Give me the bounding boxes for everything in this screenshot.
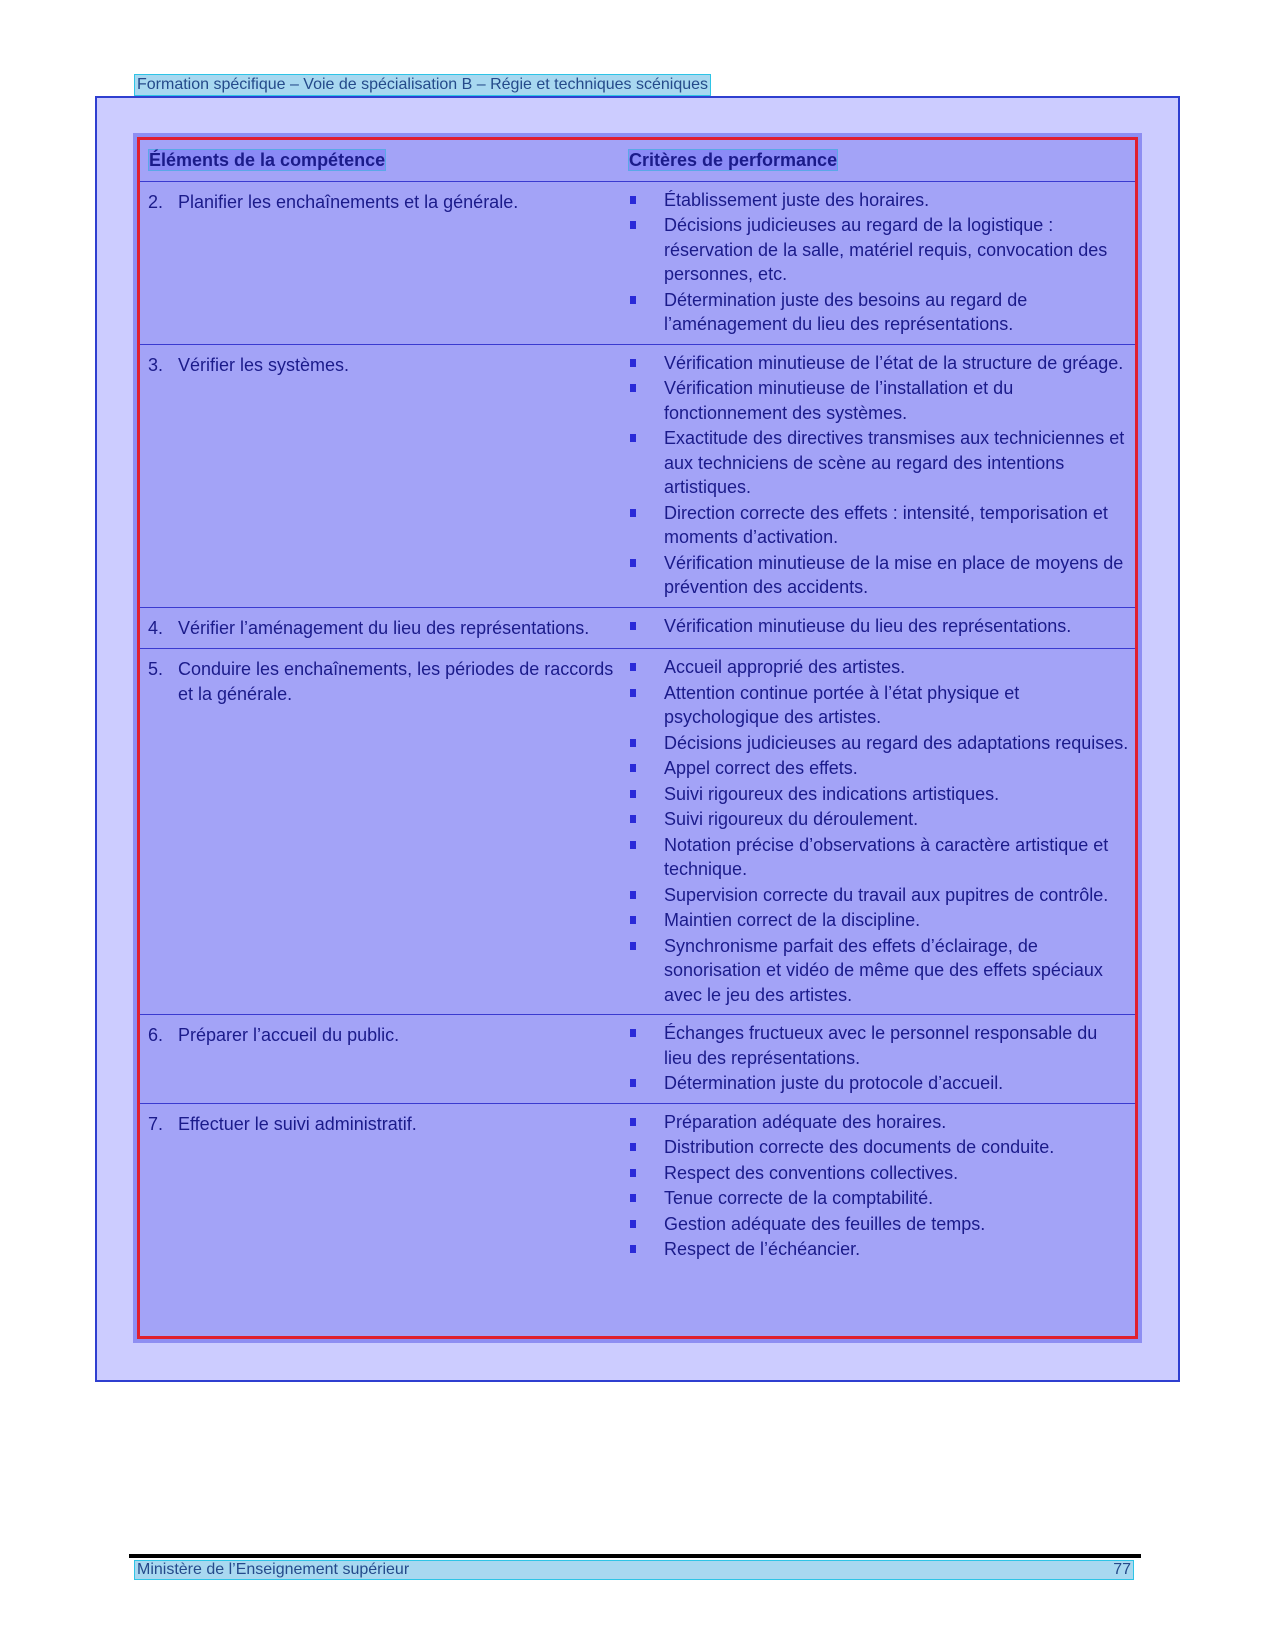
criteria-cell xyxy=(628,1015,1135,1104)
criteria-list xyxy=(628,1110,1129,1262)
element-number: 7. xyxy=(148,1113,164,1134)
running-header: Formation spécifique – Voie de spécialisation B – Régie et techniques scéniques xyxy=(134,74,711,96)
bullet-icon xyxy=(628,188,664,213)
bullet-icon xyxy=(628,1071,664,1096)
criteria-cell xyxy=(628,181,1135,344)
bullet-icon xyxy=(628,551,664,600)
element-cell xyxy=(140,1015,628,1104)
list-item xyxy=(628,188,1129,213)
element-number: 6. xyxy=(148,1025,164,1045)
bullet-icon xyxy=(628,1186,664,1211)
list-item xyxy=(628,731,1129,756)
list-item xyxy=(628,1135,1129,1160)
criterion-text: Distribution correcte des documents de conduite. xyxy=(664,1137,1055,1157)
element-cell xyxy=(140,649,628,1015)
criterion-text: Synchronisme parfait des effets d’éclairage, de sonorisation et vidéo de même que des effets spéciaux avec le jeu des artistes. xyxy=(664,935,1103,1005)
bullet-icon xyxy=(628,833,664,882)
footer-rule xyxy=(129,1554,1141,1558)
bullet-icon xyxy=(628,1135,664,1160)
criterion-text: Préparation adéquate des horaires. xyxy=(664,1111,947,1132)
list-item xyxy=(628,376,1129,425)
bullet-icon xyxy=(628,213,664,287)
list-item xyxy=(628,1237,1129,1262)
table-row xyxy=(140,344,1135,607)
criteria-list xyxy=(628,614,1129,639)
list-item xyxy=(628,614,1129,639)
criterion-text: Maintien correct de la discipline. xyxy=(664,910,921,930)
list-item xyxy=(628,213,1129,287)
criterion-text: Vérification minutieuse de l’installation et du fonctionnement des systèmes. xyxy=(664,378,1014,423)
element-text: Vérifier les systèmes. xyxy=(178,354,350,375)
criterion-text: Supervision correcte du travail aux pupitres de contrôle. xyxy=(664,884,1109,905)
criterion-text: Respect des conventions collectives. xyxy=(664,1162,959,1183)
criterion-text: Tenue correcte de la comptabilité. xyxy=(664,1188,934,1208)
col-header-elements xyxy=(140,140,628,181)
list-item xyxy=(628,426,1129,500)
list-item xyxy=(628,934,1129,1008)
criterion-text: Accueil approprié des artistes. xyxy=(664,657,906,677)
col-header-elements-label: Éléments de la compétence xyxy=(149,150,386,170)
list-item xyxy=(628,833,1129,882)
list-item xyxy=(628,351,1129,376)
bullet-icon xyxy=(628,934,664,1008)
bullet-icon xyxy=(628,731,664,756)
criteria-cell xyxy=(628,607,1135,649)
list-item xyxy=(628,1021,1129,1070)
table-row xyxy=(140,1103,1135,1269)
bullet-icon xyxy=(628,756,664,781)
bullet-icon xyxy=(628,501,664,550)
criterion-text: Détermination juste du protocole d’accueil. xyxy=(664,1073,1004,1093)
bullet-icon xyxy=(628,351,664,376)
competence-table xyxy=(140,140,1135,1269)
criteria-list xyxy=(628,188,1129,337)
criterion-text: Appel correct des effets. xyxy=(664,758,858,778)
list-item xyxy=(628,756,1129,781)
element-number: 3. xyxy=(148,354,164,375)
col-header-criteria xyxy=(628,140,1135,181)
element-cell xyxy=(140,181,628,344)
list-item xyxy=(628,908,1129,933)
list-item xyxy=(628,1110,1129,1135)
criterion-text: Respect de l’échéancier. xyxy=(664,1239,861,1259)
footer-ministry: Ministère de l’Enseignement supérieur xyxy=(137,1561,410,1578)
criteria-cell xyxy=(628,649,1135,1015)
list-item xyxy=(628,501,1129,550)
element-text: Planifier les enchaînements et la générale. xyxy=(178,191,519,212)
competence-table-border xyxy=(137,137,1138,1339)
criterion-text: Suivi rigoureux des indications artistiques. xyxy=(664,783,1000,804)
element-text: Vérifier l’aménagement du lieu des représentations. xyxy=(178,617,590,638)
bullet-icon xyxy=(628,376,664,425)
criterion-text: Décisions judicieuses au regard des adaptations requises. xyxy=(664,732,1129,753)
competence-table-frame xyxy=(133,133,1142,1343)
bullet-icon xyxy=(628,883,664,908)
bullet-icon xyxy=(628,681,664,730)
bullet-icon xyxy=(628,1237,664,1262)
list-item xyxy=(628,1186,1129,1211)
criteria-list xyxy=(628,1021,1129,1096)
col-header-criteria-label: Critères de performance xyxy=(629,150,838,170)
table-body xyxy=(140,181,1135,1269)
criteria-list xyxy=(628,351,1129,600)
bullet-icon xyxy=(628,1212,664,1237)
page-number: 77 xyxy=(1113,1561,1131,1578)
list-item xyxy=(628,288,1129,337)
element-cell xyxy=(140,1103,628,1269)
criteria-cell xyxy=(628,344,1135,607)
bullet-icon xyxy=(628,655,664,680)
element-number: 2. xyxy=(148,191,164,212)
bullet-icon xyxy=(628,614,664,639)
element-cell xyxy=(140,344,628,607)
list-item xyxy=(628,883,1129,908)
table-row xyxy=(140,649,1135,1015)
element-text: Préparer l’accueil du public. xyxy=(178,1025,400,1045)
criterion-text: Exactitude des directives transmises aux techniciennes et aux techniciens de scène au regard des intentions artistiques. xyxy=(664,428,1125,497)
bullet-icon xyxy=(628,1161,664,1186)
bullet-icon xyxy=(628,288,664,337)
list-item xyxy=(628,551,1129,600)
footer xyxy=(134,1560,1134,1580)
bullet-icon xyxy=(628,1021,664,1070)
element-number: 5. xyxy=(148,659,164,679)
element-cell xyxy=(140,607,628,649)
table-row xyxy=(140,607,1135,649)
criterion-text: Suivi rigoureux du déroulement. xyxy=(664,809,919,829)
criterion-text: Vérification minutieuse de la mise en place de moyens de prévention des accidents. xyxy=(664,552,1124,597)
criterion-text: Échanges fructueux avec le personnel responsable du lieu des représentations. xyxy=(664,1023,1098,1068)
criterion-text: Gestion adéquate des feuilles de temps. xyxy=(664,1213,986,1234)
criteria-list xyxy=(628,655,1129,1007)
element-number: 4. xyxy=(148,617,164,638)
criterion-text: Attention continue portée à l’état physique et psychologique des artistes. xyxy=(664,682,1020,727)
list-item xyxy=(628,782,1129,807)
bullet-icon xyxy=(628,782,664,807)
criterion-text: Vérification minutieuse de l’état de la structure de gréage. xyxy=(664,352,1124,373)
criterion-text: Notation précise d’observations à caractère artistique et technique. xyxy=(664,834,1109,879)
table-row xyxy=(140,1015,1135,1104)
list-item xyxy=(628,681,1129,730)
criteria-cell xyxy=(628,1103,1135,1269)
element-text: Conduire les enchaînements, les périodes de raccords et la générale. xyxy=(178,659,614,704)
bullet-icon xyxy=(628,1110,664,1135)
criterion-text: Établissement juste des horaires. xyxy=(664,189,930,210)
criterion-text: Détermination juste des besoins au regard de l’aménagement du lieu des représentations. xyxy=(664,289,1028,334)
list-item xyxy=(628,1071,1129,1096)
list-item xyxy=(628,1212,1129,1237)
list-item xyxy=(628,807,1129,832)
criterion-text: Décisions judicieuses au regard de la logistique : réservation de la salle, matériel requis, convocation des personnes, etc. xyxy=(664,215,1108,284)
table-row xyxy=(140,181,1135,344)
list-item xyxy=(628,655,1129,680)
bullet-icon xyxy=(628,908,664,933)
criterion-text: Direction correcte des effets : intensité, temporisation et moments d’activation. xyxy=(664,502,1108,547)
element-text: Effectuer le suivi administratif. xyxy=(178,1113,417,1134)
bullet-icon xyxy=(628,426,664,500)
criterion-text: Vérification minutieuse du lieu des représentations. xyxy=(664,615,1072,636)
list-item xyxy=(628,1161,1129,1186)
bullet-icon xyxy=(628,807,664,832)
